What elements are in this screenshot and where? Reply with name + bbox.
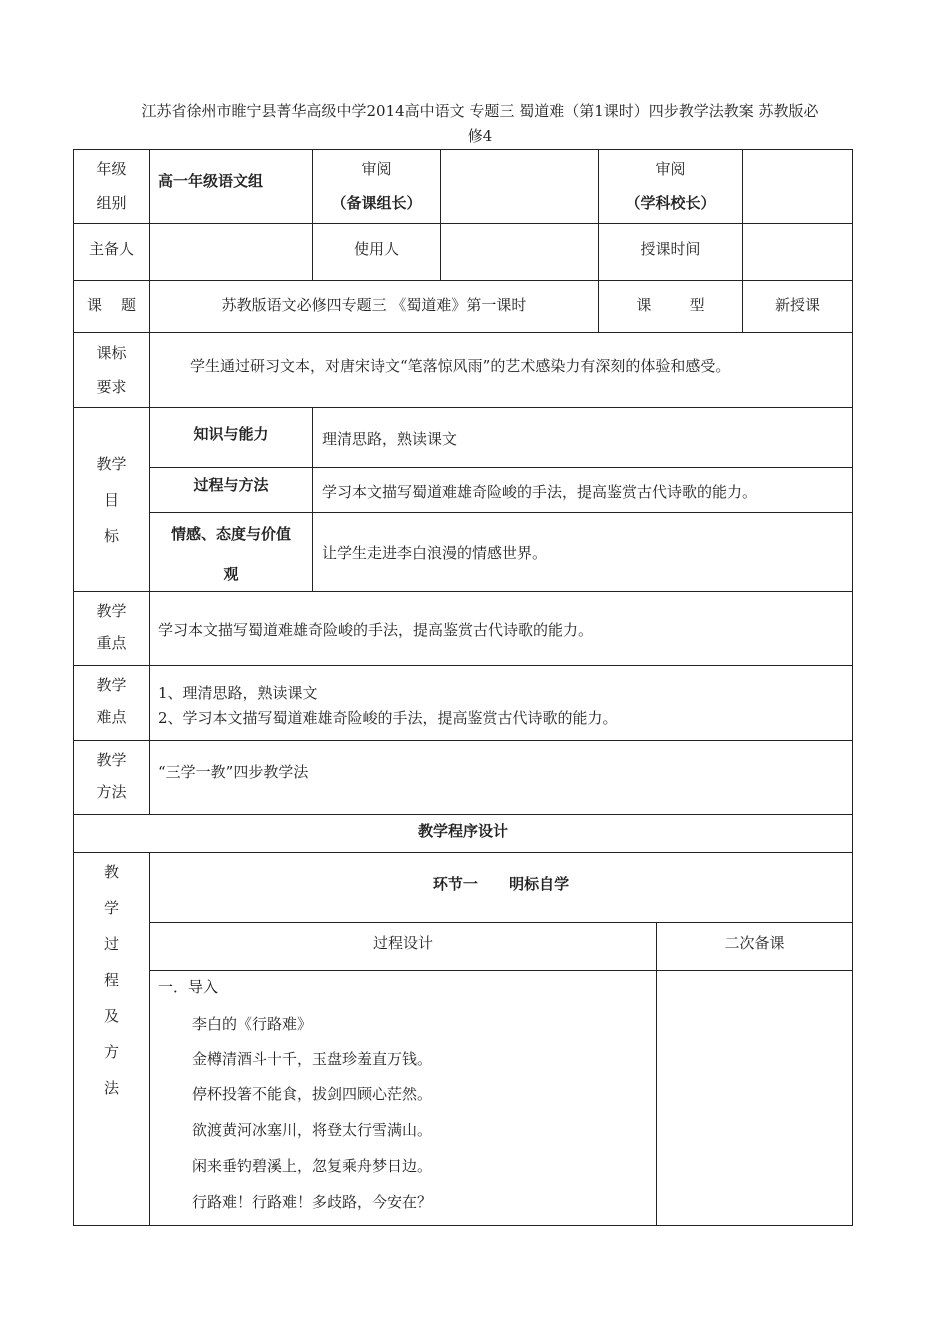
second-prep-content[interactable] — [657, 971, 852, 1225]
preparer-value[interactable] — [150, 224, 312, 280]
poem-line-5: 行路难！行路难！多歧路，今安在？ — [192, 1193, 433, 1211]
poem-line-1: 金樽清酒斗十千，玉盘珍羞直万钱。 — [192, 1050, 433, 1068]
teaching-difficulty-label: 教学 难点 — [96, 676, 127, 726]
process-method-label: 教 学 过 程 及 方 法 — [103, 863, 119, 1097]
intro-heading: 一．导入 — [158, 978, 219, 996]
grade-group-label: 年级 组别 — [96, 160, 127, 212]
difficulty-line-1: 1、理清思路，熟读课文 — [158, 684, 318, 702]
preparer-label: 主备人 — [88, 240, 134, 258]
review-group-leader-value[interactable] — [441, 150, 598, 223]
review-principal-label: 审阅 （学科校长） — [625, 160, 716, 212]
lesson-type-value: 新授课 — [774, 296, 820, 314]
goal-knowledge-label: 知识与能力 — [193, 425, 269, 443]
teaching-method-value: “三学一教”四步教学法 — [158, 763, 309, 781]
goal-emotion-value: 让学生走进李白浪漫的情感世界。 — [322, 544, 548, 562]
lesson-type-label: 课 型 — [636, 296, 705, 314]
grade-group-value: 高一年级语文组 — [158, 172, 264, 190]
poem-line-3: 欲渡黄河冰塞川，将登太行雪满山。 — [192, 1121, 433, 1139]
topic-label: 课 题 — [86, 296, 137, 314]
goal-emotion-label: 情感、态度与价值 观 — [170, 525, 291, 583]
poem-line-2: 停杯投箸不能食，拔剑四顾心茫然。 — [192, 1085, 433, 1103]
goal-knowledge-value: 理清思路，熟读课文 — [322, 430, 458, 448]
teaching-time-value[interactable] — [743, 224, 852, 280]
user-label: 使用人 — [353, 240, 399, 258]
teaching-method-label: 教学 方法 — [96, 751, 127, 801]
document-title-line-1: 江苏省徐州市睢宁县菁华高级中学2014高中语文 专题三 蜀道难（第1课时）四步教学法教案 苏教版必 — [141, 102, 819, 120]
user-value[interactable] — [441, 224, 598, 280]
goal-process-value: 学习本文描写蜀道难雄奇险峻的手法，提高鉴赏古代诗歌的能力。 — [322, 483, 758, 501]
teaching-focus-label: 教学 重点 — [96, 602, 127, 652]
document-title — [80, 99, 880, 149]
teaching-focus-value: 学习本文描写蜀道难雄奇险峻的手法，提高鉴赏古代诗歌的能力。 — [158, 621, 594, 639]
standards-value: 学生通过研习文本，对唐宋诗文“笔落惊风雨”的艺术感染力有深刻的体验和感受。 — [190, 357, 731, 375]
difficulty-line-2: 2、学习本文描写蜀道难雄奇险峻的手法，提高鉴赏古代诗歌的能力。 — [158, 709, 618, 727]
program-design-title: 教学程序设计 — [417, 822, 508, 840]
poem-line-4: 闲来垂钓碧溪上，忽复乘舟梦日边。 — [192, 1157, 433, 1175]
standards-label: 课标 要求 — [96, 344, 127, 396]
section-one-title: 环节一 明标自学 — [432, 875, 570, 893]
teaching-time-label: 授课时间 — [640, 240, 701, 258]
topic-value: 苏教版语文必修四专题三 《蜀道难》第一课时 — [221, 296, 527, 314]
goal-process-label: 过程与方法 — [193, 476, 269, 494]
second-prep-header: 二次备课 — [724, 934, 785, 952]
document-title-line-2: 修4 — [467, 127, 493, 145]
poem-title: 李白的《行路难》 — [192, 1015, 313, 1033]
process-design-header: 过程设计 — [372, 934, 433, 952]
review-principal-value[interactable] — [743, 150, 852, 223]
teaching-difficulty-value — [158, 681, 618, 731]
teaching-goals-label: 教学 目 标 — [96, 455, 127, 545]
review-group-leader-label: 审阅 （备课组长） — [331, 160, 422, 212]
